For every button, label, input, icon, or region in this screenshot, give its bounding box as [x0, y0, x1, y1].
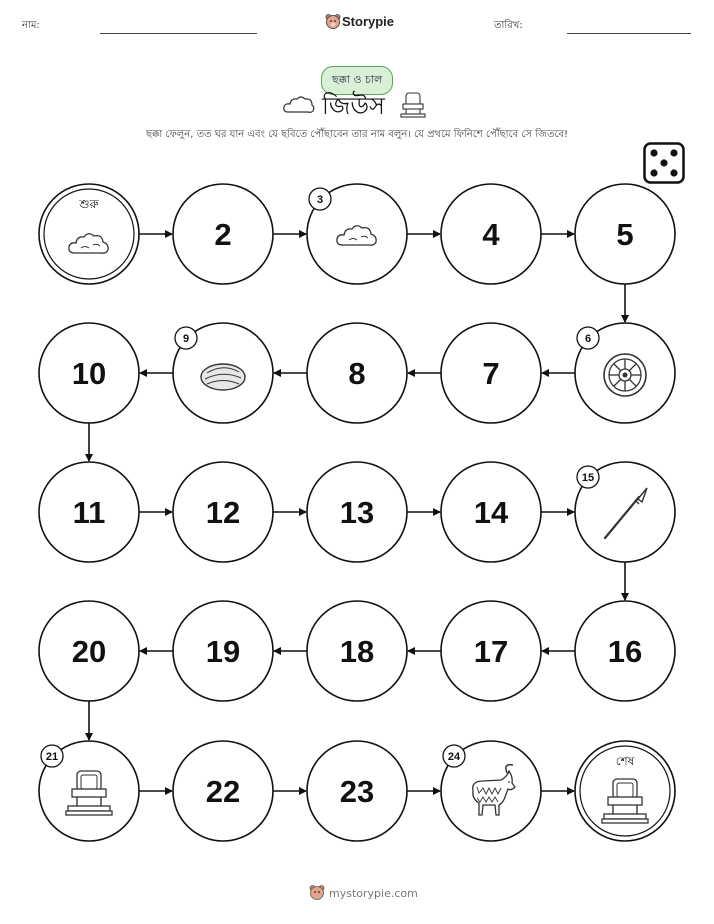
cell-number: 13	[339, 495, 375, 530]
wheel-icon	[604, 354, 646, 396]
page-title: জিউস	[322, 92, 385, 120]
cell-number: 5	[616, 217, 634, 252]
footer-url[interactable]: mystorypie.com	[329, 887, 418, 900]
finish-label: শেষ	[615, 754, 635, 768]
board-cell-5[interactable]	[575, 184, 675, 284]
board-cell-17[interactable]	[441, 601, 541, 701]
cell-number: 18	[339, 634, 375, 669]
board-cell-9[interactable]	[173, 323, 273, 423]
board-cell-16[interactable]	[575, 601, 675, 701]
cell-number: 20	[71, 634, 107, 669]
name-label: নাম:	[22, 20, 40, 31]
cell-number: 11	[72, 495, 106, 530]
board-cell-8[interactable]	[307, 323, 407, 423]
board-cell-18[interactable]	[307, 601, 407, 701]
cell-number: 8	[348, 356, 366, 391]
game-type-badge: ছক্কা ও চাল	[321, 66, 393, 95]
shell-icon	[201, 364, 245, 390]
board-cell-3[interactable]	[307, 184, 407, 284]
cell-number: 10	[71, 356, 107, 391]
brand-name: Storypie	[342, 14, 395, 29]
board-cell-7[interactable]	[441, 323, 541, 423]
date-label: তারিখ:	[494, 20, 523, 31]
board-cell-2[interactable]	[173, 184, 273, 284]
cell-number: 16	[607, 634, 643, 669]
board-cell-14[interactable]	[441, 462, 541, 562]
bear-logo-icon	[309, 884, 325, 902]
cell-number: 17	[473, 634, 509, 669]
cell-number: 14	[473, 495, 509, 530]
cell-badge-number: 24	[447, 751, 461, 763]
board-cell-20[interactable]	[39, 601, 139, 701]
board-cell-13[interactable]	[307, 462, 407, 562]
start-label: শুরু	[79, 197, 99, 211]
cell-number: 22	[205, 774, 241, 809]
board-cell-1[interactable]	[39, 184, 139, 284]
board-cell-21[interactable]	[39, 741, 139, 841]
cell-badge-number: 9	[182, 333, 190, 345]
instructions: ছক্কা ফেলুন, তত ঘর যান এবং যে ছবিতে পৌঁছাবেন তার নাম বলুন। যে প্রথমে ফিনিশে পৌঁছাবে সে জিতবে!	[145, 129, 569, 140]
cell-badge-number: 3	[316, 194, 324, 206]
cell-number: 19	[205, 634, 241, 669]
board-cell-12[interactable]	[173, 462, 273, 562]
cell-number: 2	[214, 217, 232, 252]
board-cell-24[interactable]	[441, 741, 541, 841]
cell-number: 4	[482, 217, 500, 252]
cell-badge-number: 21	[45, 751, 59, 763]
cell-badge-number: 15	[581, 472, 595, 484]
board-cell-22[interactable]	[173, 741, 273, 841]
cell-badge-number: 6	[584, 333, 592, 345]
board-cell-10[interactable]	[39, 323, 139, 423]
board-cell-23[interactable]	[307, 741, 407, 841]
cell-number: 12	[205, 495, 241, 530]
board-cell-4[interactable]	[441, 184, 541, 284]
cell-number: 7	[482, 356, 500, 391]
board-cell-25[interactable]	[575, 741, 675, 841]
board-cell-11[interactable]	[39, 462, 139, 562]
board-cell-19[interactable]	[173, 601, 273, 701]
board-cell-15[interactable]	[575, 462, 675, 562]
cell-number: 23	[339, 774, 375, 809]
board-cell-6[interactable]	[575, 323, 675, 423]
